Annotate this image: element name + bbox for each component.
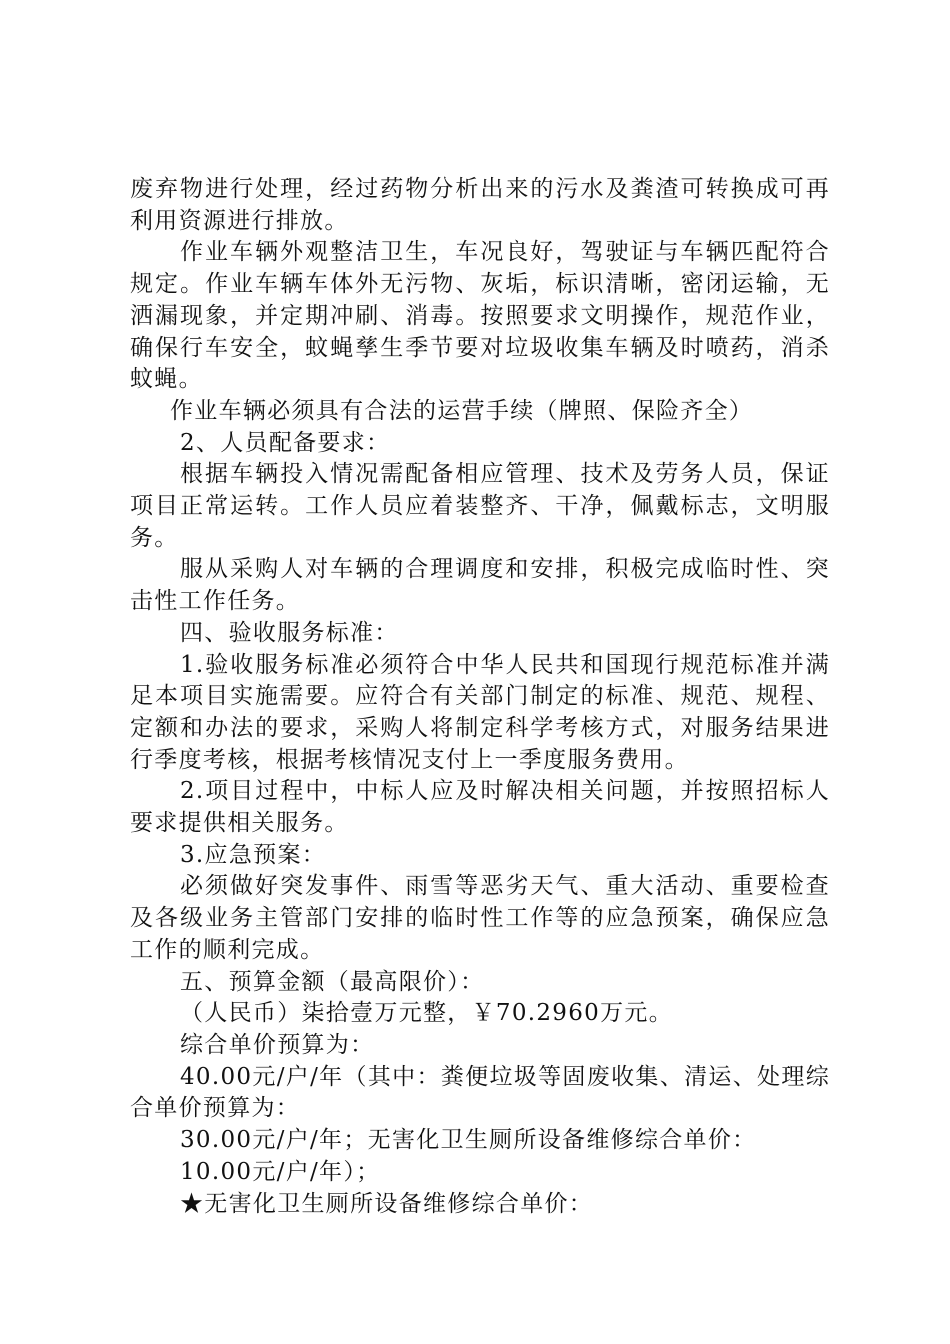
heading-staffing-requirements: 2、人员配备要求： [180, 429, 391, 456]
paragraph-budget-amount: （人民币）柒拾壹万元整，￥70.2960万元。 [180, 1000, 674, 1027]
heading-emergency-plan: 3.应急预案： [180, 841, 327, 868]
paragraph-acceptance-1: 1.验收服务标准必须符合中华人民共和国现行规范标准并满足本项目实施需要。应符合有关部门制定的标准、规范、规程、定额和办法的要求，采购人将制定科学考核方式，对服务结果进行季度考核，根据考核情况支付上一季度服务费用。 [130, 651, 830, 773]
paragraph-staffing: 根据车辆投入情况需配备相应管理、技术及劳务人员，保证项目正常运转。工作人员应着装整齐、干净，佩戴标志，文明服务。 [130, 461, 830, 551]
paragraph-unit-price-collection: 30.00元/户/年；无害化卫生厕所设备维修综合单价： [180, 1127, 757, 1154]
paragraph-emergency-plan: 必须做好突发事件、雨雪等恶劣天气、重大活动、重要检查及各级业务主管部门安排的临时性工作等的应急预案，确保应急工作的顺利完成。 [130, 873, 830, 963]
paragraph-unit-price-heading: 综合单价预算为： [180, 1031, 375, 1058]
paragraph-acceptance-2: 2.项目过程中，中标人应及时解决相关问题，并按照招标人要求提供相关服务。 [130, 778, 830, 837]
heading-budget: 五、预算金额（最高限价）： [180, 968, 485, 995]
paragraph-unit-price-total: 40.00元/户/年（其中：粪便垃圾等固废收集、清运、处理综合单价预算为： [130, 1063, 830, 1122]
paragraph-waste-treatment: 废弃物进行处理，经过药物分析出来的污水及粪渣可转换成可再利用资源进行排放。 [130, 176, 830, 234]
paragraph-vehicle-permits: 作业车辆必须具有合法的运营手续（牌照、保险齐全） [170, 397, 754, 424]
paragraph-unit-price-maintenance: 10.00元/户/年）； [180, 1158, 381, 1185]
paragraph-dispatch: 服从采购人对车辆的合理调度和安排，积极完成临时性、突击性工作任务。 [130, 556, 830, 615]
paragraph-maintenance-starred: ★无害化卫生厕所设备维修综合单价： [180, 1190, 594, 1217]
paragraph-vehicle-appearance: 作业车辆外观整洁卫生，车况良好，驾驶证与车辆匹配符合规定。作业车辆车体外无污物、灰垢，标识清晰，密闭运输，无洒漏现象，并定期冲刷、消毒。按照要求文明操作，规范作业，确保行车安全，蚊蝇孳生季节要对垃圾收集车辆及时喷药，消杀蚊蝇。 [130, 239, 830, 393]
heading-acceptance-standards: 四、验收服务标准： [180, 619, 399, 646]
document-body [130, 174, 830, 1220]
